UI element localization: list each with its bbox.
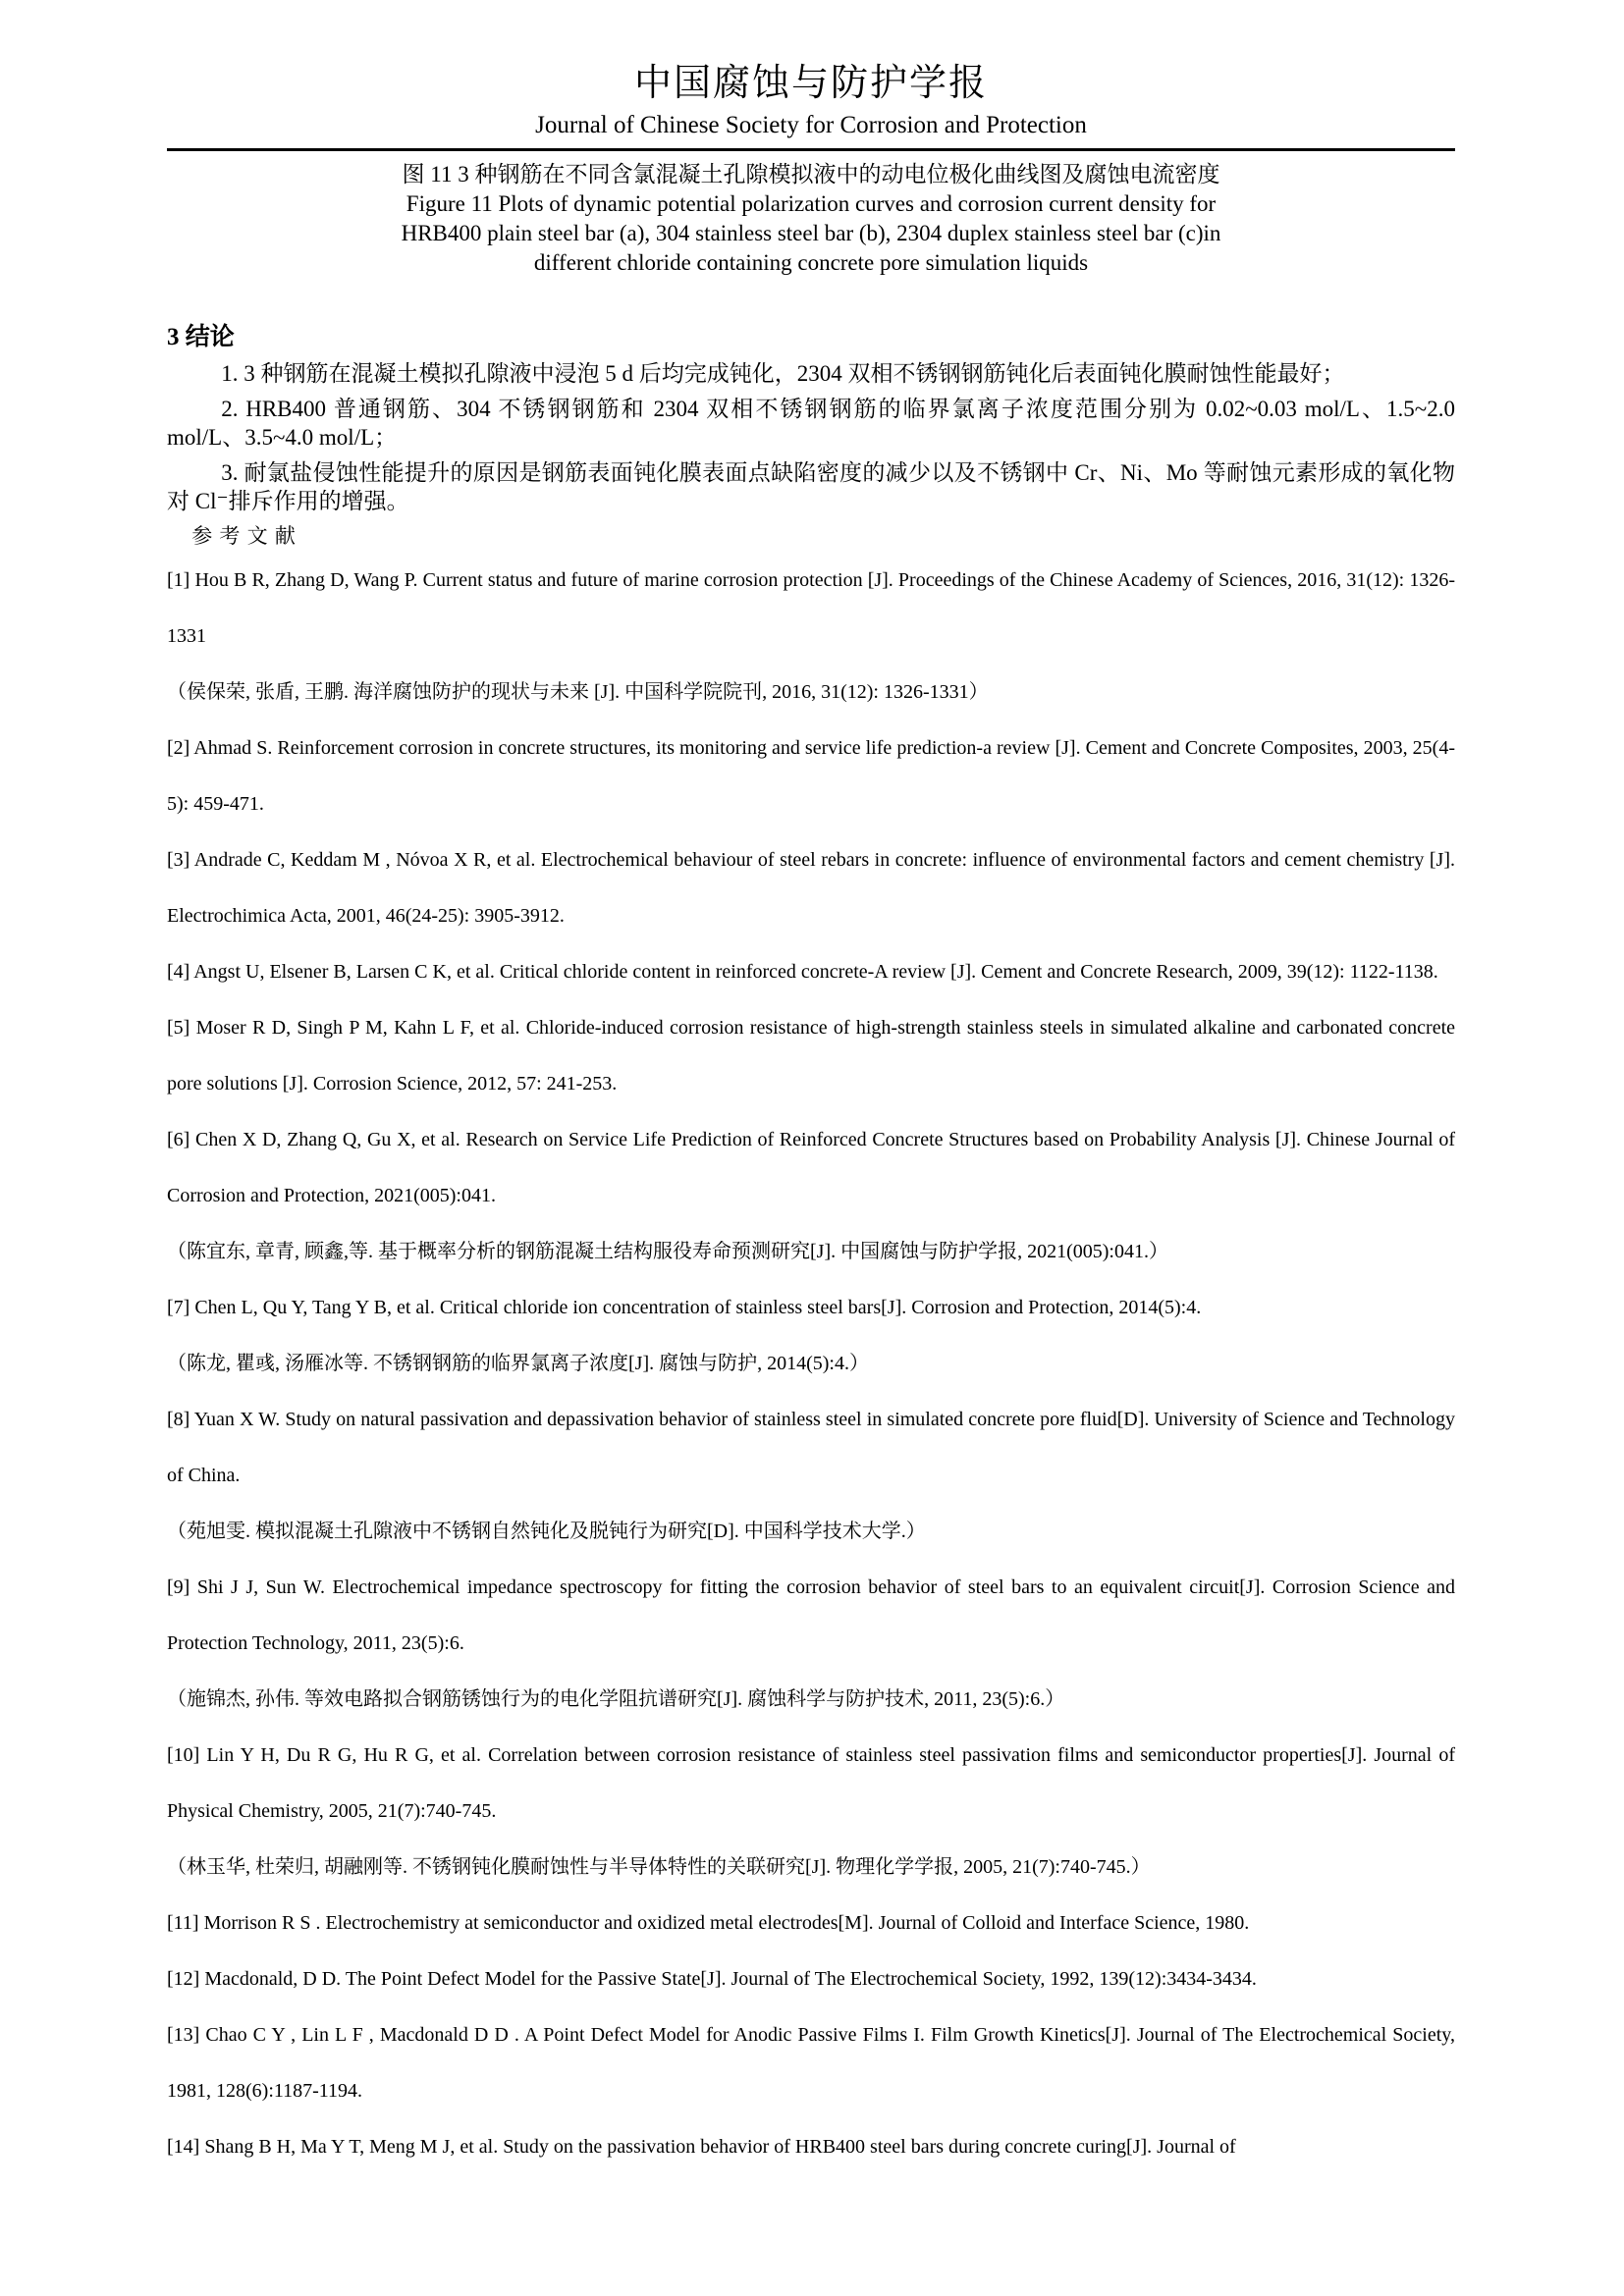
conclusion-heading: 3 结论 — [167, 323, 235, 350]
reference-item: [12] Macdonald, D D. The Point Defect Model for the Passive State[J]. Journal of The Electrochemical Society, 1992, 139(12):3434-3434. — [167, 1967, 1257, 1990]
reference-item: [13] Chao C Y , Lin L F , Macdonald D D . A Point Defect Model for Anodic Passive Films I. Film Growth Kinetics[J]. Journal of The Electrochemical Society, 1981, 128(6):1187-1194. — [167, 2023, 1455, 2102]
reference-item: [9] Shi J J, Sun W. Electrochemical impedance spectroscopy for fitting the corrosion behavior of steel bars to an equivalent circuit[J]. Corrosion Science and Protection Technology, 2011, 23(5):6. — [167, 1575, 1455, 1654]
conclusion-paragraph-3: 3. 耐氯盐侵蚀性能提升的原因是钢筋表面钝化膜表面点缺陷密度的减少以及不锈钢中 Cr、Ni、Mo 等耐蚀元素形成的氧化物对 Cl⁻排斥作用的增强。 — [167, 459, 1455, 513]
reference-item: [3] Andrade C, Keddam M , Nóvoa X R, et al. Electrochemical behaviour of steel rebars in concrete: influence of environmental factors and cement chemistry [J]. Electrochimica Acta, 2001, 46(24-25): 3905-3912. — [167, 848, 1455, 927]
reference-item: [10] Lin Y H, Du R G, Hu R G, et al. Correlation between corrosion resistance of stainless steel passivation films and semiconductor properties[J]. Journal of Physical Chemistry, 2005, 21(7):740-745. — [167, 1743, 1455, 1822]
figure-caption-block — [167, 160, 1455, 278]
reference-item: [6] Chen X D, Zhang Q, Gu X, et al. Research on Service Life Prediction of Reinforced Concrete Structures based on Probability Analysis [J]. Chinese Journal of Corrosion and Protection, 2021(005):041. — [167, 1128, 1455, 1206]
reference-item: [11] Morrison R S . Electrochemistry at semiconductor and oxidized metal electrodes[M]. Journal of Colloid and Interface Science, 1980. — [167, 1911, 1250, 1934]
figure-caption-en-line-1: Figure 11 Plots of dynamic potential polarization curves and corrosion current density for — [406, 190, 1217, 216]
references-section — [167, 553, 1455, 2175]
conclusion-paragraph-1: 1. 3 种钢筋在混凝土模拟孔隙液中浸泡 5 d 后均完成钝化，2304 双相不锈钢钢筋钝化后表面钝化膜耐蚀性能最好； — [221, 360, 1345, 386]
reference-item: [2] Ahmad S. Reinforcement corrosion in concrete structures, its monitoring and service life prediction-a review [J]. Cement and Concrete Composites, 2003, 25(4-5): 459-471. — [167, 736, 1455, 815]
conclusion-section — [167, 323, 1455, 551]
reference-item: [8] Yuan X W. Study on natural passivation and depassivation behavior of stainless steel in simulated concrete pore fluid[D]. University of Science and Technology of China. — [167, 1408, 1455, 1486]
figure-caption-en-line-2: HRB400 plain steel bar (a), 304 stainless steel bar (b), 2304 duplex stainless steel bar (c)in — [401, 220, 1221, 245]
reference-item: [4] Angst U, Elsener B, Larsen C K, et al. Critical chloride content in reinforced concrete-A review [J]. Cement and Concrete Research, 2009, 39(12): 1122-1138. — [167, 960, 1438, 983]
reference-item: [14] Shang B H, Ma Y T, Meng M J, et al. Study on the passivation behavior of HRB400 steel bars during concrete curing[J]. Journal of — [167, 2135, 1236, 2158]
reference-item: [1] Hou B R, Zhang D, Wang P. Current status and future of marine corrosion protection [J]. Proceedings of the Chinese Academy of Sciences, 2016, 31(12): 1326-1331 — [167, 568, 1455, 647]
reference-item-zh: （侯保荣, 张盾, 王鹏. 海洋腐蚀防护的现状与未来 [J]. 中国科学院院刊, 2016, 31(12): 1326-1331） — [167, 680, 989, 703]
reference-item-zh: （施锦杰, 孙伟. 等效电路拟合钢筋锈蚀行为的电化学阻抗谱研究[J]. 腐蚀科学与防护技术, 2011, 23(5):6.） — [167, 1687, 1065, 1710]
header-divider — [167, 148, 1455, 151]
reference-item-zh: （林玉华, 杜荣归, 胡融刚等. 不锈钢钝化膜耐蚀性与半导体特性的关联研究[J]. 物理化学学报, 2005, 21(7):740-745.） — [167, 1855, 1151, 1878]
figure-caption-zh: 图 11 3 种钢筋在不同含氯混凝土孔隙模拟液中的动电位极化曲线图及腐蚀电流密度 — [402, 161, 1220, 187]
reference-item-zh: （苑旭雯. 模拟混凝土孔隙液中不锈钢自然钝化及脱钝行为研究[D]. 中国科学技术大学.） — [167, 1520, 926, 1542]
journal-header — [167, 61, 1455, 140]
reference-item-zh: （陈龙, 瞿彧, 汤雁冰等. 不锈钢钢筋的临界氯离子浓度[J]. 腐蚀与防护, 2014(5):4.） — [167, 1352, 869, 1374]
figure-caption-en-line-3: different chloride containing concrete pore simulation liquids — [533, 249, 1089, 275]
reference-item: [7] Chen L, Qu Y, Tang Y B, et al. Critical chloride ion concentration of stainless steel bars[J]. Corrosion and Protection, 2014(5):4. — [167, 1296, 1202, 1318]
journal-title-en: Journal of Chinese Society for Corrosion and Protection — [535, 111, 1087, 138]
reference-item: [5] Moser R D, Singh P M, Kahn L F, et al. Chloride-induced corrosion resistance of high-strength stainless steels in simulated alkaline and carbonated concrete pore solutions [J]. Corrosion Science, 2012, 57: 241-253. — [167, 1016, 1455, 1095]
references-heading: 参 考 文 献 — [191, 523, 297, 548]
journal-title-zh: 中国腐蚀与防护学报 — [633, 63, 988, 104]
reference-item-zh: （陈宜东, 章青, 顾鑫,等. 基于概率分析的钢筋混凝土结构服役寿命预测研究[J]. 中国腐蚀与防护学报, 2021(005):041.） — [167, 1240, 1168, 1262]
conclusion-paragraph-2: 2. HRB400 普通钢筋、304 不锈钢钢筋和 2304 双相不锈钢钢筋的临界氯离子浓度范围分别为 0.02~0.03 mol/L、1.5~2.0 mol/L、3.5~4.0 mol/L； — [167, 396, 1455, 450]
